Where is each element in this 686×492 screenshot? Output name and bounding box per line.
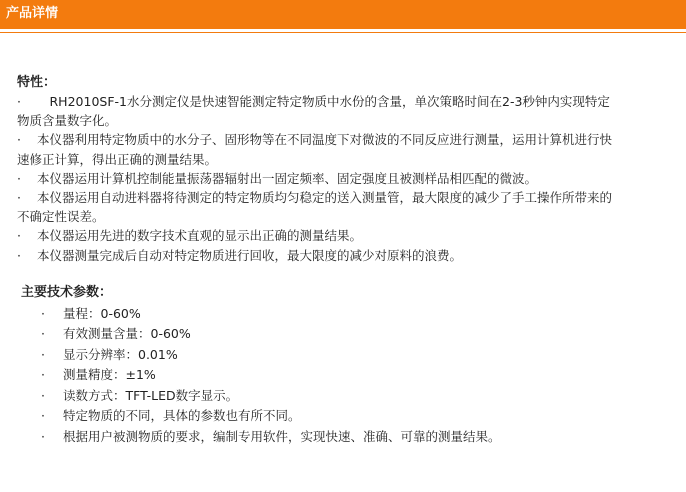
params-heading: 主要技术参数： bbox=[21, 284, 113, 300]
bullet-icon: · bbox=[41, 305, 45, 321]
param-text: 量程：0-60% bbox=[63, 305, 141, 321]
bullet-icon: · bbox=[41, 367, 45, 383]
param-text: 有效测量含量：0-60% bbox=[63, 326, 191, 342]
param-item bbox=[17, 406, 617, 427]
bullet-icon: · bbox=[41, 326, 45, 342]
bullet-icon: · bbox=[17, 228, 21, 244]
feature-text: 本仪器运用计算机控制能量振荡器辐射出一固定频率、固定强度且被测样品相匹配的微波。 bbox=[37, 170, 538, 186]
features-list bbox=[17, 92, 617, 265]
features-heading: 特性： bbox=[17, 75, 57, 90]
bullet-icon: · bbox=[41, 428, 45, 444]
feature-item bbox=[17, 188, 617, 226]
param-item bbox=[17, 365, 617, 386]
product-details-content bbox=[17, 73, 617, 447]
feature-item bbox=[17, 130, 617, 168]
feature-item bbox=[17, 246, 617, 265]
bullet-icon: · bbox=[41, 387, 45, 403]
section-title-product-details: 产品详情 bbox=[6, 6, 59, 21]
feature-item bbox=[17, 169, 617, 188]
section-header-bar bbox=[0, 0, 686, 29]
param-item bbox=[17, 324, 617, 345]
param-text: 读数方式：TFT-LED数字显示。 bbox=[63, 387, 239, 403]
bullet-icon: · bbox=[41, 346, 45, 362]
feature-text: 本仪器利用特定物质中的水分子、固形物等在不同温度下对微波的不同反应进行测量，运用计算机进行快速修正计算，得出正确的测量结果。 bbox=[17, 132, 613, 167]
bullet-icon: · bbox=[17, 94, 21, 109]
bullet-icon: · bbox=[17, 132, 21, 148]
param-text: 测量精度：±1% bbox=[63, 367, 156, 383]
param-item bbox=[17, 386, 617, 407]
bullet-icon: · bbox=[17, 247, 21, 263]
feature-text: 本仪器测量完成后自动对特定物质进行回收，最大限度的减少对原料的浪费。 bbox=[37, 247, 463, 263]
bullet-icon: · bbox=[41, 408, 45, 424]
feature-text: 本仪器运用先进的数字技术直观的显示出正确的测量结果。 bbox=[37, 228, 363, 244]
param-text: 特定物质的不同，具体的参数也有所不同。 bbox=[63, 408, 301, 424]
feature-text: RH2010SF-1水分测定仪是快速智能测定特定物质中水份的含量，单次策略时间在2-3秒钟内实现特定物质含量数字化。 bbox=[17, 94, 610, 129]
param-text: 根据用户被测物质的要求，编制专用软件，实现快速、准确、可靠的测量结果。 bbox=[63, 428, 501, 444]
param-item bbox=[17, 345, 617, 366]
feature-text: 本仪器运用自动进料器将待测定的特定物质均匀稳定的送入测量管，最大限度的减少了手工操作所带来的不确定性误差。 bbox=[17, 190, 613, 225]
param-item bbox=[17, 304, 617, 325]
params-list bbox=[17, 304, 617, 448]
param-text: 显示分辨率：0.01% bbox=[63, 346, 178, 362]
bullet-icon: · bbox=[17, 170, 21, 186]
feature-item bbox=[17, 226, 617, 245]
feature-item bbox=[17, 92, 617, 130]
param-item bbox=[17, 427, 617, 448]
header-divider bbox=[0, 32, 686, 33]
bullet-icon: · bbox=[17, 190, 21, 206]
